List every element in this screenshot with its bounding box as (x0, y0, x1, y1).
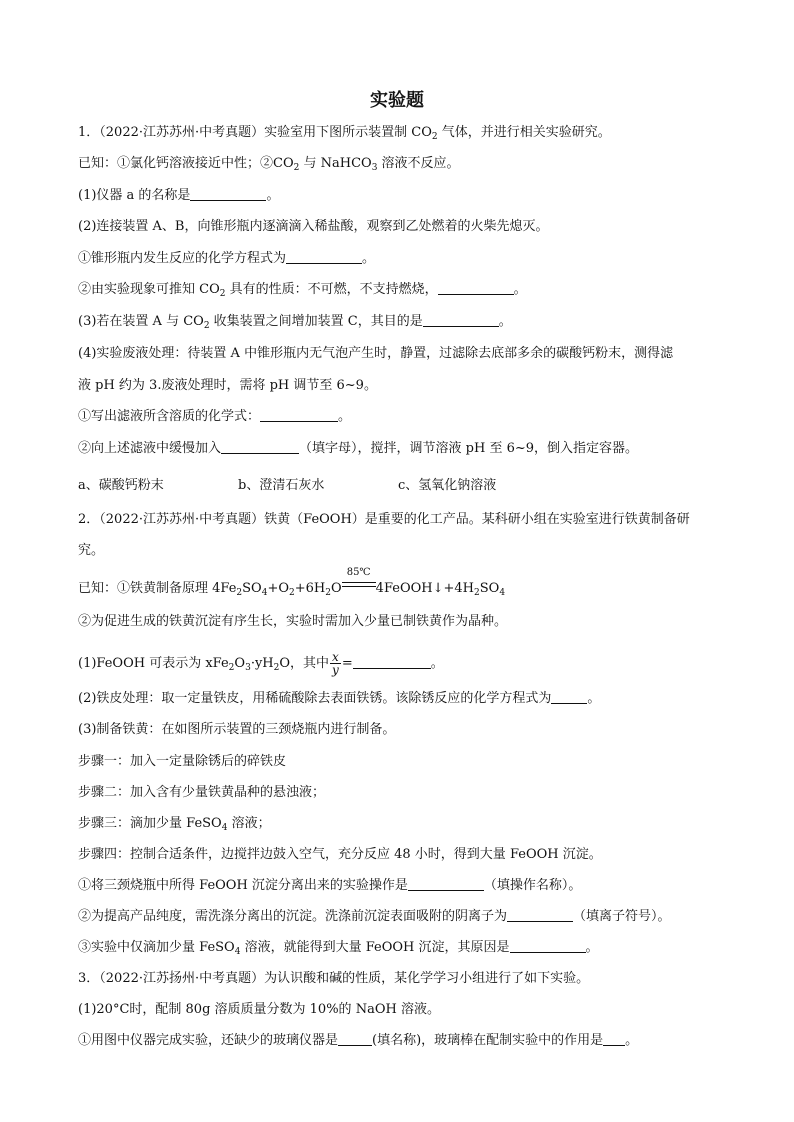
reaction-condition: 85℃ (342, 576, 376, 592)
answer-blank[interactable] (423, 313, 499, 327)
q1-part4-2: ②向上述滤液中缓慢加入 （填字母），搅拌，调节溶液 pH 至 6~9，倒入指定容器。 (78, 441, 639, 456)
answer-blank[interactable] (338, 1032, 372, 1046)
q3-part1: (1)20°C时，配制 80g 溶质质量分数为 10%的 NaOH 溶液。 (78, 1002, 440, 1017)
q2-part2: (2)铁皮处理：取一定量铁皮，用稀硫酸除去表面铁锈。该除锈反应的化学方程式为 。 (78, 691, 601, 706)
q3-part1-1: ①用图中仪器完成实验，还缺少的玻璃仪器是 (填名称)，玻璃棒在配制实验中的作用是 。 (78, 1033, 639, 1048)
q2-header-line2: 究。 (78, 543, 105, 558)
option-b: b、澄清石灰水 (238, 478, 325, 493)
answer-blank[interactable] (551, 690, 587, 704)
fraction-x-over-y: $\frac{x}{y}$ (332, 650, 339, 677)
q1-part4-1: ①写出滤液所含溶质的化学式： 。 (78, 409, 352, 424)
question-source: （2022·江苏苏州·中考真题） (99, 512, 265, 527)
q1-known: 已知：①氯化钙溶液接近中性；$②CO_2$ 与 NaHCO$_3$ 溶液不反应。 (78, 156, 460, 173)
answer-blank[interactable] (190, 187, 266, 201)
q1-part2-1: ①锥形瓶内发生反应的化学方程式为 。 (78, 251, 376, 266)
answer-blank[interactable] (510, 939, 586, 953)
q1-part4-line2: 液 pH 约为 3.废液处理时，需将 pH 调节至 6~9。 (78, 378, 377, 393)
answer-blank[interactable] (221, 440, 299, 454)
q2-part3: (3)制备铁黄：在如图所示装置的三颈烧瓶内进行制备。 (78, 722, 396, 737)
option-a: a、碳酸钙粉末 (78, 478, 164, 493)
question-number: 1． (78, 125, 100, 140)
answer-blank[interactable] (286, 250, 362, 264)
question-source: （2022·江苏扬州·中考真题） (99, 971, 265, 986)
question-number: 2． (78, 512, 100, 527)
q2-header: 2．（2022·江苏苏州·中考真题）铁黄（FeOOH）是重要的化工产品。某科研小组在实验室进行铁黄制备研 (78, 512, 690, 527)
equals-sign (342, 582, 376, 587)
answer-blank[interactable] (603, 1032, 625, 1046)
q2-sub2: ②为提高产品纯度，需洗涤分离出的沉淀。洗涤前沉淀表面吸附的阴离子为 （填离子符号）。 (78, 909, 671, 924)
q1-part3: (3)若在装置 A 与 $CO_2$ 收集装置之间增加装置 C，其目的是 。 (78, 314, 512, 331)
q2-known-equation: 已知：①铁黄制备原理 $4Fe_2SO_4+O_2+6H_2O$ 85℃ $4FeOOH↓+4H_2SO_4$ (78, 567, 506, 598)
q1-part4-line1: (4)实验废液处理：待装置 A 中锥形瓶内无气泡产生时，静置，过滤除去底部多余的碳酸钙粉末，测得滤 (78, 346, 674, 361)
q2-step1: 步骤一：加入一定量除锈后的碎铁皮 (78, 754, 287, 769)
q1-part2: (2)连接装置 A、B，向锥形瓶内逐滴滴入稀盐酸，观察到乙处燃着的火柴先熄灭。 (78, 219, 549, 234)
question-number: 3． (78, 971, 100, 986)
answer-blank[interactable] (353, 655, 431, 669)
q1-part2-2: ②由实验现象可推知 $CO_2$ 具有的性质：不可燃，不支持燃烧， 。 (78, 282, 527, 299)
q2-known-2: ②为促进生成的铁黄沉淀有序生长，实验时需加入少量已制铁黄作为晶种。 (78, 614, 508, 629)
answer-blank[interactable] (260, 408, 338, 422)
page-title: 实验题 (370, 90, 424, 111)
q2-step4: 步骤四：控制合适条件，边搅拌边鼓入空气，充分反应 48 小时，得到大量 FeOOH 沉淀。 (78, 847, 602, 862)
question-source: （2022·江苏苏州·中考真题） (99, 125, 265, 140)
q2-sub3: ③实验中仅滴加少量 FeSO$_4$ 溶液，就能得到大量 FeOOH 沉淀，其原因是 。 (78, 940, 599, 957)
q2-step2: 步骤二：加入含有少量铁黄晶种的悬浊液； (78, 785, 326, 800)
answer-blank[interactable] (507, 908, 573, 922)
q1-header: 1．（2022·江苏苏州·中考真题）实验室用下图所示装置制 $CO_2$ 气体，并进行相关实验研究。 (78, 125, 611, 142)
q2-part1: (1)FeOOH 可表示为 $xFe_2O_3\cdot yH_2O$，其中 $\frac{x}{y}$ = 。 (78, 650, 444, 677)
q3-header: 3．（2022·江苏扬州·中考真题）为认识酸和碱的性质，某化学学习小组进行了如下实验。 (78, 971, 590, 986)
answer-blank[interactable] (408, 877, 484, 891)
answer-blank[interactable] (438, 281, 514, 295)
option-c: c、氢氧化钠溶液 (398, 478, 497, 493)
q2-step3: 步骤三：滴加少量 FeSO$_4$ 溶液； (78, 816, 271, 833)
q1-part1: (1)仪器 a 的名称是 。 (78, 188, 280, 203)
q2-sub1: ①将三颈烧瓶中所得 FeOOH 沉淀分离出来的实验操作是 （填操作名称）。 (78, 878, 582, 893)
